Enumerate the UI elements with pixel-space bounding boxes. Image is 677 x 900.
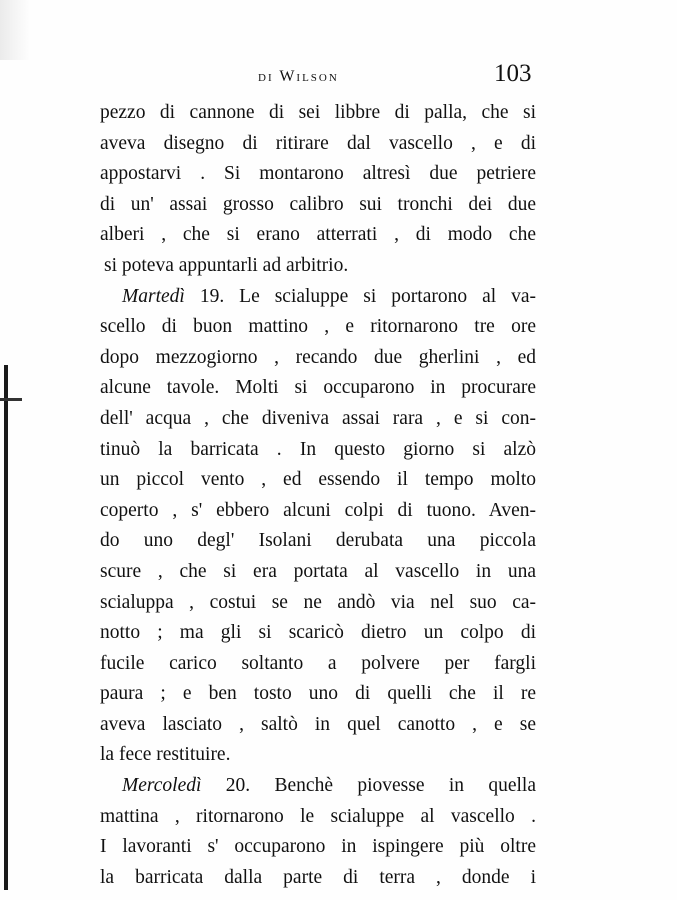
text-line: I lavoranti s' occuparono in ispingere più oltre	[100, 836, 536, 858]
text-line: aveva disegno di ritirare dal vascello , e di	[100, 132, 536, 154]
text-line: dopo mezzogiorno , recando due gherlini , ed	[100, 346, 536, 368]
text-line: mattina , ritornarono le scialuppe al vascello .	[100, 805, 536, 827]
running-head: di Wilson	[258, 68, 339, 85]
text-line: scialuppa , costui se ne andò via nel suo ca-	[100, 591, 536, 613]
paragraph-first-line	[100, 282, 536, 313]
text-line: do uno degl' Isolani derubata una piccola	[100, 530, 536, 552]
page-number: 103	[494, 60, 532, 87]
text-line: dell' acqua , che diveniva assai rara , e si con-	[100, 407, 536, 429]
binding-gutter	[4, 365, 8, 890]
text-line: scello di buon mattino , e ritornarono tre ore	[100, 316, 536, 338]
page-edge-shadow	[0, 0, 30, 60]
text-line: paura ; e ben tosto uno di quelli che il re	[100, 683, 536, 705]
day-heading: Martedì	[122, 285, 185, 307]
text-line: 20. Benchè piovesse in quella	[225, 775, 536, 797]
text-line: aveva lasciato , saltò in quel canotto , e se	[100, 713, 536, 735]
text-line: coperto , s' ebbero alcuni colpi di tuono. Aven-	[100, 499, 536, 521]
text-line: fucile carico soltanto a polvere per fargli	[100, 652, 536, 674]
text-line: si poteva appuntarli ad arbitrio.	[104, 254, 349, 276]
text-line: alberi , che si erano atterrati , di modo che	[100, 224, 536, 246]
text-line: la barricata dalla parte di terra , donde i	[100, 866, 536, 888]
text-line: appostarvi . Si montarono altresì due petriere	[100, 163, 536, 185]
text-line: alcune tavole. Molti si occuparono in procurare	[100, 377, 536, 399]
text-line: 19. Le scialuppe si portarono al va-	[199, 285, 537, 307]
text-line: un piccol vento , ed essendo il tempo molto	[100, 469, 536, 491]
text-line: notto ; ma gli si scaricò dietro un colpo di	[100, 622, 536, 644]
body-text	[100, 98, 536, 893]
text-line: scure , che si era portata al vascello in una	[100, 560, 536, 582]
text-line: tinuò la barricata . In questo giorno si alzò	[100, 438, 536, 460]
text-line: di un' assai grosso calibro sui tronchi dei due	[100, 193, 536, 215]
text-line: pezzo di cannone di sei libbre di palla, che si	[100, 102, 536, 123]
paragraph-first-line	[100, 771, 536, 802]
gutter-mark	[0, 398, 22, 401]
page-header	[0, 58, 677, 88]
text-line: la fece restituire.	[100, 744, 231, 766]
day-heading: Mercoledì	[122, 775, 202, 797]
